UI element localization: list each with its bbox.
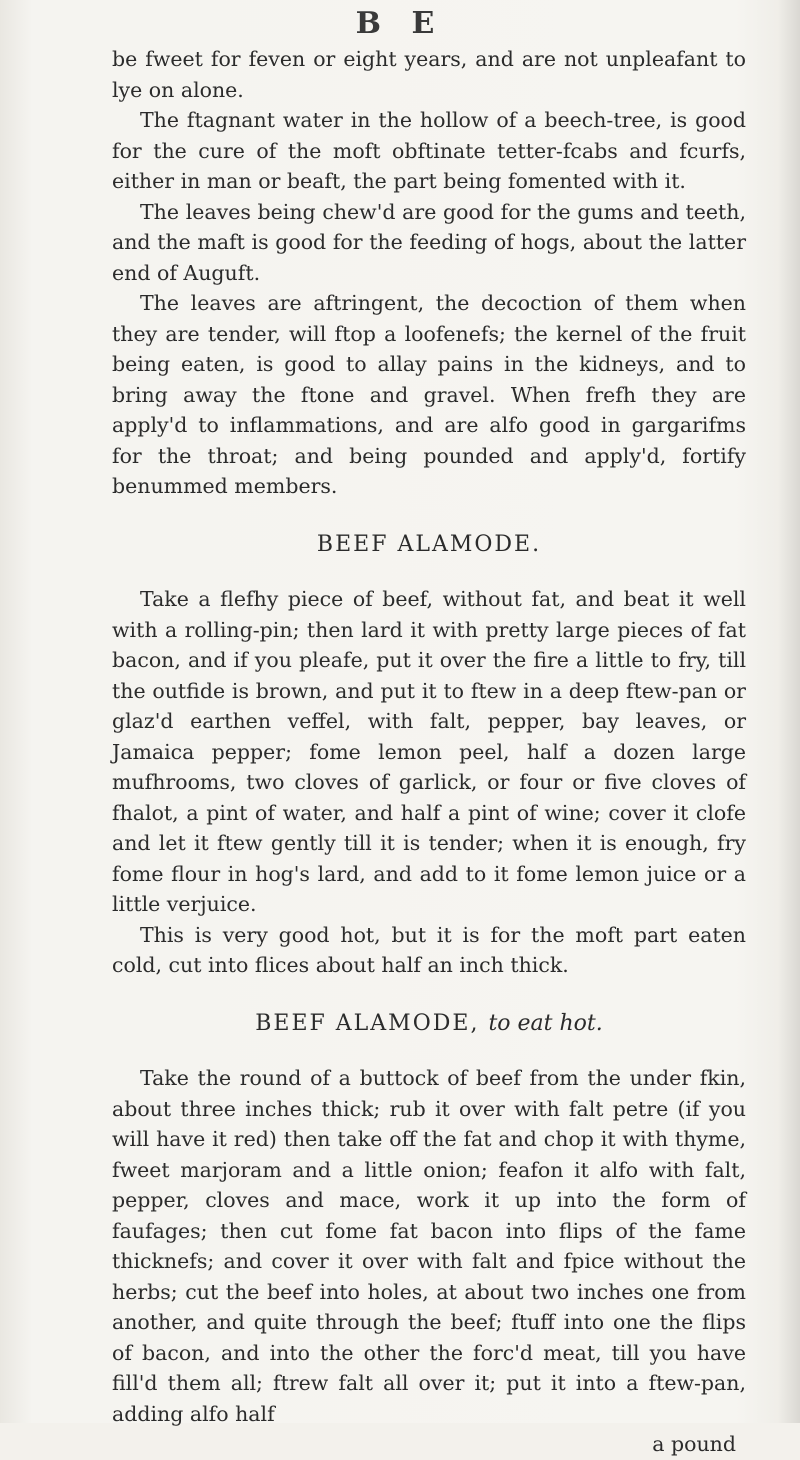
paragraph-stagnant-water: The ftagnant water in the hollow of a beech-tree, is good for the cure of the moft obftinate tetter-fcabs and fcurfs, either in man or beaft, the part being fomented with it. [112, 108, 746, 193]
page-text [112, 44, 746, 1460]
paragraph-leaves-astringent: The leaves are aftringent, the decoction of them when they are tender, will ftop a loofenefs; the kernel of the fruit being eaten, is good to allay pains in the kidneys, and to bring away the ftone and gravel. When frefh they are apply'd to inflammations, and are alfo good in gargarifms for the throat; and being pounded and apply'd, fortify benummed members. [112, 291, 746, 498]
paragraph-leaves-chewed: The leaves being chew'd are good for the gums and teeth, and the maft is good for the feeding of hogs, about the latter end of Auguft. [112, 199, 746, 285]
heading-main: BEEF ALAMODE, [255, 1010, 480, 1036]
paragraph-serving-note: This is very good hot, but it is for the moft part eaten cold, cut into flices about half an inch thick. [112, 922, 746, 977]
paragraph-recipe-beef-alamode: Take a flefhy piece of beef, without fat, and beat it well with a rolling-pin; then lard it with pretty large pieces of fat bacon, and if you pleafe, put it over the fire a little to fry, till the outfide is brown, and put it to ftew in a deep ftew-pan or glaz'd earthen veffel, with falt, pepper, bay leaves, or Jamaica pepper; fome lemon peel, half a dozen large mufhrooms, two cloves of garlick, or four or five cloves of fhalot, a pint of water, and half a pint of wine; cover it clofe and let it ftew gently till it is tender; when it is enough, fry fome flour in hog's lard, and add to it fome lemon juice or a little verjuice. [112, 587, 746, 916]
paragraph-recipe-beef-alamode-hot: Take the round of a buttock of beef from the under fkin, about three inches thick; rub it over with falt petre (if you will have it red) then take off the fat and chop it with thyme, fweet marjoram and a little onion; feafon it alfo with falt, pepper, cloves and mace, work it up into the form of faufages; then cut fome fat bacon into flips of the fame thicknefs; and cover it over with falt and fpice without the herbs; cut the beef into holes, at about two inches one from another, and quite through the beef; ftuff into one the flips of bacon, and into the other the forc'd meat, till you have fill'd them all; ftrew falt all over it; put it into a ftew-pan, adding alfo half [112, 1066, 746, 1426]
section-heading-beef-alamode: BEEF ALAMODE. [316, 531, 542, 557]
heading-subtitle: to eat hot. [488, 1010, 603, 1036]
running-head: B E [355, 6, 445, 41]
page-edge-shadow [778, 0, 800, 1423]
paragraph-continued: be fweet for feven or eight years, and are not unpleafant to lye on alone. [112, 47, 746, 102]
catchword: a pound [652, 1432, 736, 1456]
section-heading-beef-alamode-hot [112, 1009, 746, 1040]
